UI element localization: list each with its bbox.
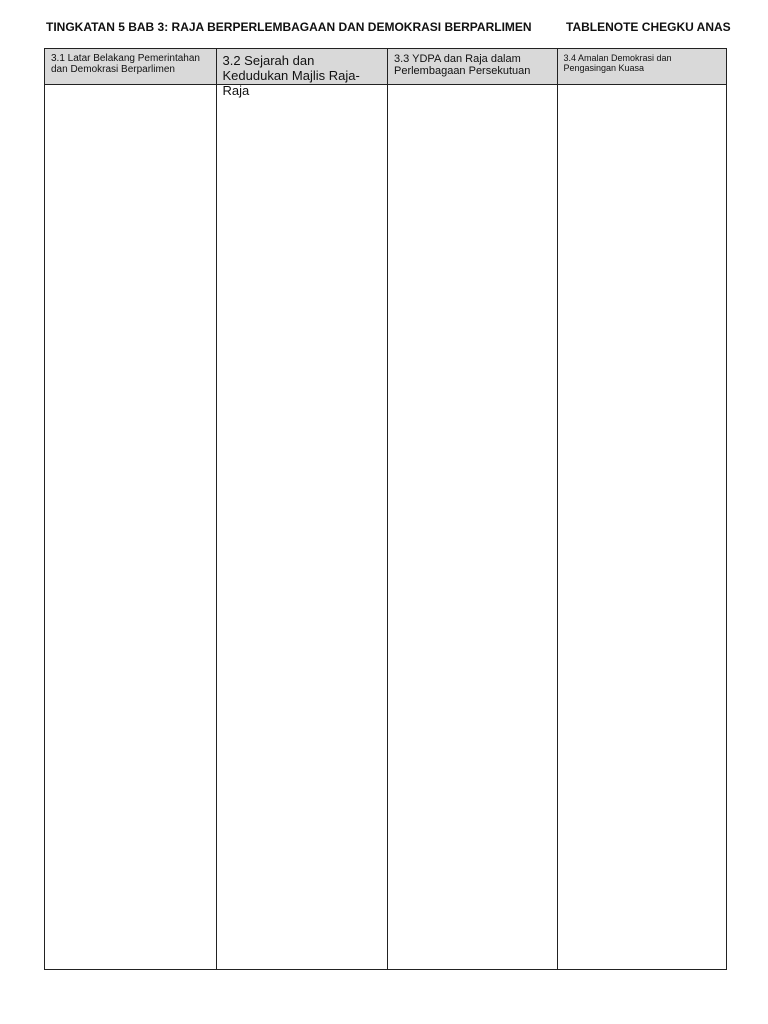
page-title: TINGKATAN 5 BAB 3: RAJA BERPERLEMBAGAAN DAN DEMOKRASI BERPARLIMEN bbox=[46, 20, 532, 34]
column-heading: 3.3 YDPA dan Raja dalam Perlembagaan Persekutuan bbox=[388, 49, 557, 85]
column-3-2 bbox=[217, 49, 389, 969]
column-heading: 3.2 Sejarah dan Kedudukan Majlis Raja-Raja bbox=[217, 49, 388, 85]
column-heading: 3.1 Latar Belakang Pemerintahan dan Demokrasi Berparlimen bbox=[45, 49, 216, 85]
column-3-1 bbox=[45, 49, 217, 969]
column-3-4 bbox=[558, 49, 727, 969]
column-3-3 bbox=[388, 49, 558, 969]
notes-grid bbox=[44, 48, 727, 970]
page-subtitle: TABLENOTE CHEGKU ANAS bbox=[566, 20, 731, 34]
column-heading: 3.4 Amalan Demokrasi dan Pengasingan Kuasa bbox=[558, 49, 727, 85]
